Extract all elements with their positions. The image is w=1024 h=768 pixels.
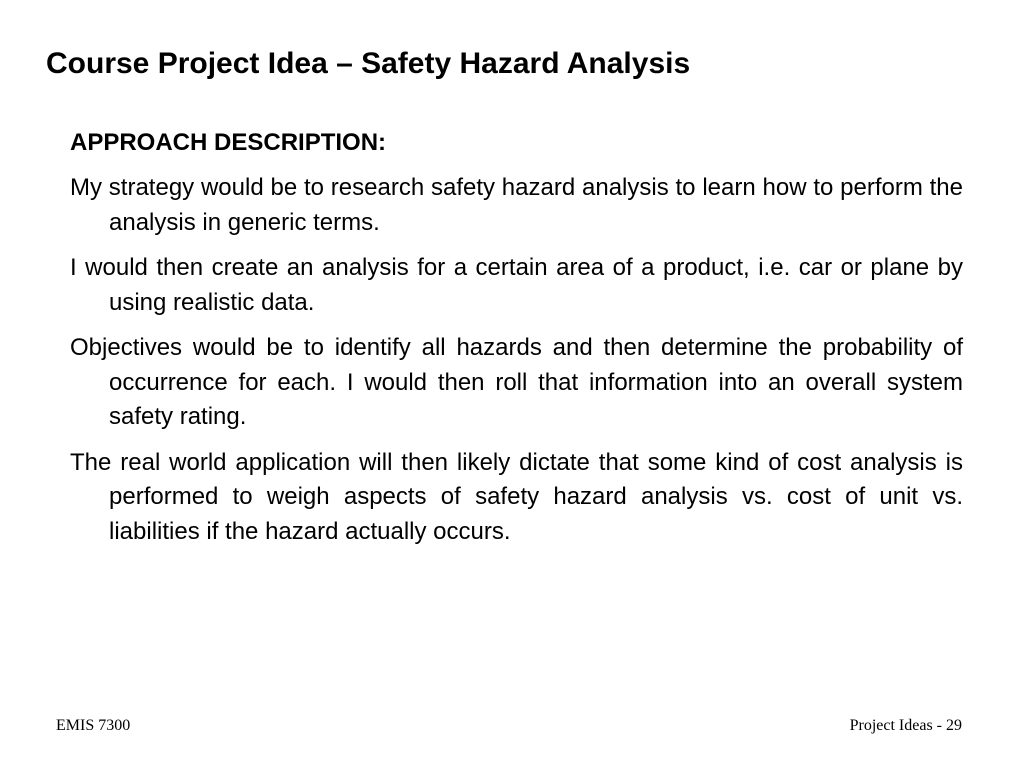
section-heading: APPROACH DESCRIPTION: xyxy=(70,129,387,156)
paragraph-analysis: I would then create an analysis for a certain area of a product, i.e. car or plane by using realistic data. xyxy=(70,254,963,316)
paragraph-objectives: Objectives would be to identify all hazards and then determine the probability of occurrence for each. I would then roll that information into an overall system safety rating. xyxy=(70,334,963,430)
paragraph-application: The real world application will then likely dictate that some kind of cost analysis is performed to weigh aspects of safety hazard analysis vs. cost of unit vs. liabilities if the hazard actually occurs. xyxy=(70,448,963,545)
slide-content xyxy=(70,126,963,560)
paragraph-strategy: My strategy would be to research safety hazard analysis to learn how to perform the analysis in generic terms. xyxy=(70,174,963,236)
footer-page-label: Project Ideas - 29 xyxy=(849,717,962,734)
slide-title: Course Project Idea – Safety Hazard Analysis xyxy=(46,47,691,80)
footer-course: EMIS 7300 xyxy=(56,717,131,734)
